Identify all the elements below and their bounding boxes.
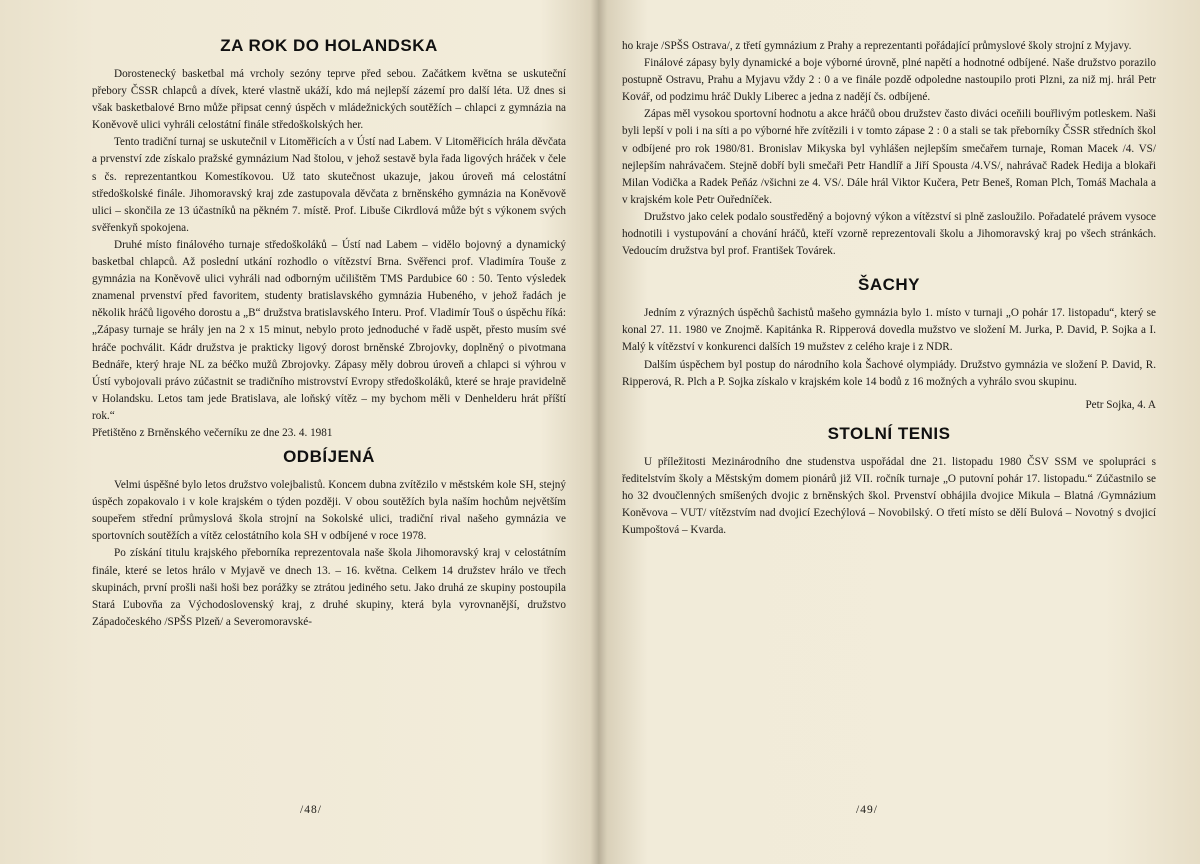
author-signature: Petr Sojka, 4. A (1085, 398, 1156, 411)
paragraph: Zápas měl vysokou sportovní hodnotu a akce hráčů obou družstev často diváci oceňili bouřlivým potleskem. Naši byli lepší v poli i na síti a po výborné hře zvítězili i v tomto zápase 2 : 0 a stali se tak přeborníky ČSSR středních škol v odbíjené pro rok 1980/81. Bronislav Mikyska byl vyhlášen nejlepším smečařem turnaje, Roman Macek /4. VS/ nejlepším nahrávačem. Stejně dobří byli smečaři Petr Handlíř a Jiří Spousta /4.VS/, nahrávač Radek Hedija a blokaři Milan Vodička a Radek Peňáz /všichni ze 4. VS/. Dále hrál Viktor Kučera, Petr Beneš, Roman Plch, Tomáš Machala a v krajském kole Petr Ouředníček. (622, 108, 1156, 206)
paragraph: Druhé místo finálového turnaje středoškoláků – Ústí nad Labem – vidělo bojovný a dynamický basketbal chlapců. Až poslední utkání rozhodlo o vítězství Brna. Svěřenci prof. Vladimíra Touše z gymnázia na Koněvově ulici vyhráli nad odborným učilištěm TMS Pardubice 60 : 50. Tento výsledek znamenal prvenství před favoritem, studenty bratislavského gymnázia Hubeného, v jehož řadách je několik hráčů ligového dorostu a „B“ družstva bratislavského Interu. Prof. Vladimír Touš o úspěchu říká: „Zápasy turnaje se hrály jen na 2 x 15 minut, nebylo proto jednoduché v řadě uspět, přesto musím své hráče pochválit. Kádr družstva je prakticky ligový dorost brněnské Zbrojovky, doplněný o pivotmana Bednáře, který hraje NL za béčko mužů Zbrojovky. Zápasy měly dobrou úroveň a chlapci si výhrou v Ústí vybojovali právo zúčastnit se tradičního mistrovství Evropy středoškoláků, které se hraje pravidelně v Holandsku. Letos tam jede Bratislava, ale loňský vítěz – my bychom měli v Denhelderu hrát příští rok.“ (92, 238, 566, 422)
page-number: /48/ (300, 804, 322, 816)
paragraph: U příležitosti Mezinárodního dne studenstva uspořádal dne 21. listopadu 1980 ČSV SSM ve spolupráci s ředitelstvím školy a Městským domem pionárů již VII. ročník turnaje „O putovní pohár 17. listopadu.“ Zúčastnilo se ho 32 dvoučlenných smíšených dvojic z brněnských škol. Prvenství obhájila dvojice Mikula – Blatná /Gymnázium Koněvova – VUT/ vítězstvím nad dvojicí Ezechýlová – Novobilský. O třetí místo se dělí Bulová – Novotný s dvojicí Kumpoštová – Kvarda. (622, 455, 1156, 537)
paragraph: Jedním z výrazných úspěchů šachistů mašeho gymnázia bylo 1. místo v turnaji „O pohár 17. listopadu“, který se konal 27. 11. 1980 ve Znojmě. Kapitánka R. Ripperová dovedla mužstvo ve složení M. Jurka, P. David, P. Sojka a I. Malý k vítězství v konkurenci dalších 19 mužstev z celého kraje i z NDR. (622, 307, 1156, 354)
paragraph: Po získání titulu krajského přeborníka reprezentovala naše škola Jihomoravský kraj v celostátním finále, které se letos hrálo v Myjavě ve dnech 13. – 16. května. Celkem 14 družstev hrálo ve třech skupinách, první prošli naši hoši bez porážky se ztrátou jediného setu. Jako druhá ze skupiny postoupila Stará Ľubovňa za Východoslovenský kraj, z druhé skupiny, která byla vyrovnanější, družstvo Západočeského /SPŠS Plzeň/ a Severomoravské- (92, 547, 566, 628)
heading-za-rok-do-holandska: ZA ROK DO HOLANDSKA (220, 36, 438, 55)
paragraph: Tento tradiční turnaj se uskutečnil v Litoměřicích a v Ústí nad Labem. V Litoměřicích hrála děvčata a prvenství zde získalo pražské gymnázium Nad štolou, v jehož sestavě byla řada ligových hráček v čele s čs. reprezentantkou Komestíkovou. Už tato skutečnost ukazuje, jakou úroveň má celostátní středoškolské finále. Jihomoravský kraj zde zastupovala děvčata z brněnského gymnázia na Koněvově ulici – skončila ze 13 účastníků na pěkném 7. místě. Prof. Libuše Cikrdlová může být s výkonem svých svěřenkyň spokojena. (92, 136, 566, 234)
paragraph: Dalším úspěchem byl postup do národního kola Šachové olympiády. Družstvo gymnázia ve složení P. David, R. Ripperová, R. Plch a P. Sojka získalo v krajském kole 14 bodů z 16 možných a vyhrálo svou skupinu. (622, 358, 1156, 388)
paragraph: Finálové zápasy byly dynamické a boje výborné úrovně, plné napětí a hodnotné odbíjené. Naše družstvo porazilo postupně Ostravu, Prahu a Myjavu vždy 2 : 0 a ve finále pozdě odpoledne nastoupilo proti Plzni, za niž mj. hrál Petr Kovář, od podzimu hráč Dukly Liberec a jedna z nadějí čs. odbíjené. (622, 57, 1156, 104)
paragraph: Dorostenecký basketbal má vrcholy sezóny teprve před sebou. Začátkem května se uskuteční přebory ČSSR chlapců a dívek, které vlastně ukáží, kdo má nejlepší zázemí pro další léta. Už dnes si však basketbalové Brno může připsat cenný úspěch v mládežnických soutěžích – chlapci z gymnázia na Koněvově ulici vyhráli celostátní finále středoškolských her. (92, 68, 566, 132)
heading-odbijena: ODBÍJENÁ (283, 447, 375, 467)
paragraph: ho kraje /SPŠS Ostrava/, z třetí gymnázium z Prahy a reprezentanti pořádající průmyslové školy strojní z Myjavy. (622, 40, 1132, 52)
source-note: Přetištěno z Brněnského večerníku ze dne 23. 4. 1981 (92, 426, 333, 439)
heading-sachy: ŠACHY (857, 275, 920, 295)
right-page (600, 0, 1200, 864)
heading-stolni-tenis: STOLNÍ TENIS (827, 423, 951, 443)
paragraph: Velmi úspěšné bylo letos družstvo volejbalistů. Koncem dubna zvítězilo v městském kole SH, stejný úspěch zopakovalo i v kole krajském o týden později. V obou soutěžích byla naším hochům největším soupeřem střední průmyslová škola strojní na Sokolské ulici, tradiční rival našeho gymnázia ve sportovních soutěžích a vítěz celostátního kola SH v odbíjené v roce 1978. (92, 479, 566, 543)
paragraph: Družstvo jako celek podalo soustředěný a bojovný výkon a vítězství si plně zasloužilo. Pořadatelé právem vysoce hodnotili i vystupování a chování hráčů, kteří vzorně reprezentovali školu a Jihomoravský kraj po všech stránkách. Vedoucím družstva byl prof. František Továrek. (622, 210, 1156, 258)
page-number: /49/ (856, 804, 878, 816)
